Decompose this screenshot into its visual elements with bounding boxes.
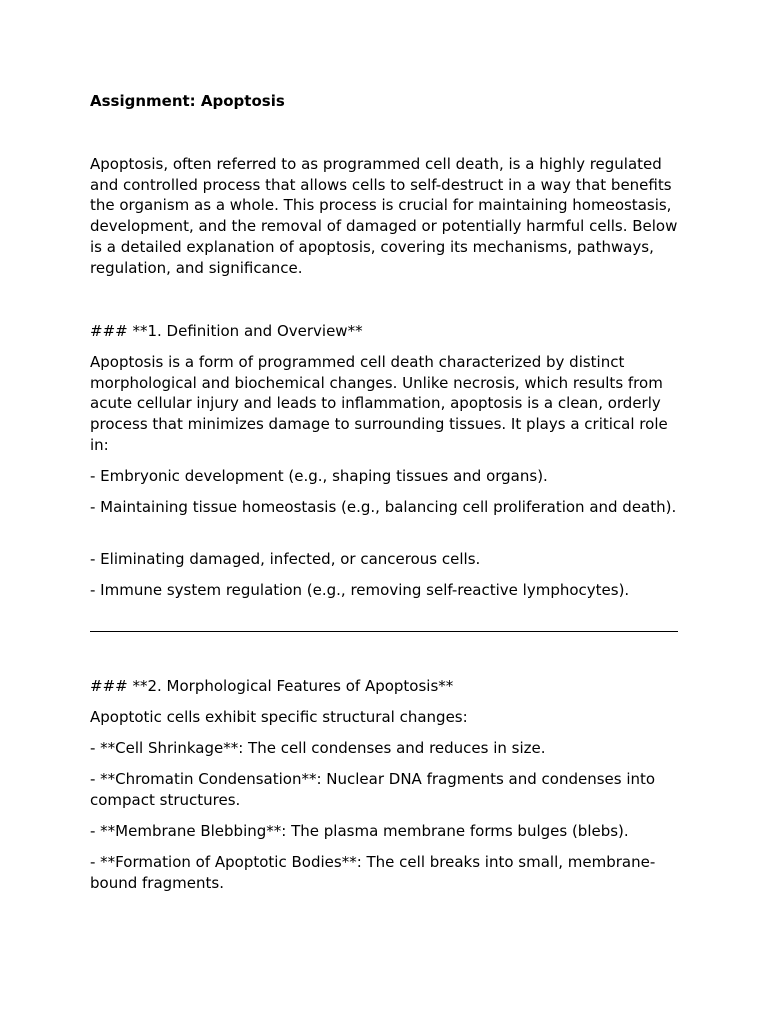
section-2-heading: ### **2. Morphological Features of Apoptosis**: [90, 677, 454, 695]
section-1-paragraph: Apoptosis is a form of programmed cell death characterized by distinct morphological and biochemical changes. Unlike necrosis, which results from acute cellular injury and leads to inflammation, apoptosis is a clean, orderly process that minimizes damage to surrounding tissues. It plays a critical role in:: [90, 353, 668, 454]
section-2-bullet: - **Cell Shrinkage**: The cell condenses and reduces in size.: [90, 739, 546, 757]
document-title: Assignment: Apoptosis: [90, 92, 285, 110]
section-2-paragraph: Apoptotic cells exhibit specific structural changes:: [90, 708, 468, 726]
section-2-bullet: - **Formation of Apoptotic Bodies**: The cell breaks into small, membrane-bound fragments.: [90, 853, 656, 892]
section-1-bullet: - Maintaining tissue homeostasis (e.g., balancing cell proliferation and death).: [90, 498, 677, 516]
section-1-bullet: - Immune system regulation (e.g., removing self-reactive lymphocytes).: [90, 581, 630, 599]
intro-paragraph: Apoptosis, often referred to as programmed cell death, is a highly regulated and controlled process that allows cells to self-destruct in a way that benefits the organism as a whole. This process is crucial for maintaining homeostasis, development, and the removal of damaged or potentially harmful cells. Below is a detailed explanation of apoptosis, covering its mechanisms, pathways, regulation, and significance.: [90, 155, 678, 277]
horizontal-rule: [90, 631, 678, 632]
section-1-heading: ### **1. Definition and Overview**: [90, 322, 363, 340]
section-2-bullet: - **Membrane Blebbing**: The plasma membrane forms bulges (blebs).: [90, 822, 629, 840]
section-1-bullet: - Eliminating damaged, infected, or cancerous cells.: [90, 550, 481, 568]
section-1-bullet: - Embryonic development (e.g., shaping tissues and organs).: [90, 467, 548, 485]
section-2-bullet: - **Chromatin Condensation**: Nuclear DNA fragments and condenses into compact structures.: [90, 770, 656, 809]
